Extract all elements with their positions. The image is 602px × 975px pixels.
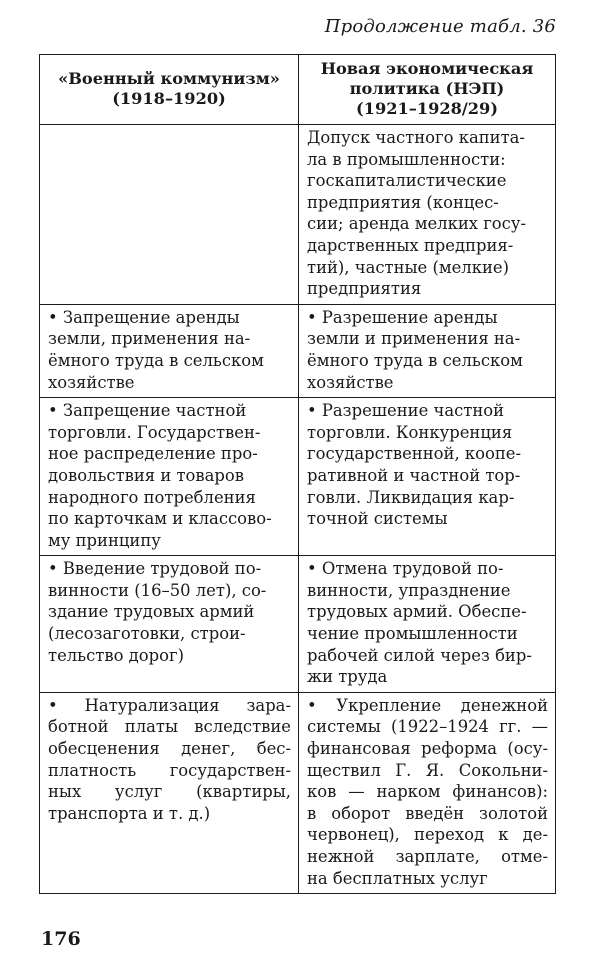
cell-nep xyxy=(299,556,556,693)
cell-text-line: финансовая реформа (осу- xyxy=(307,739,548,759)
cell-text-line: хозяйстве xyxy=(307,372,394,392)
header-line: (1918–1920) xyxy=(112,89,226,108)
cell-text-line: довольствия и товаров xyxy=(48,465,244,485)
cell-text-line: по карточкам и классово- xyxy=(48,509,272,529)
header-line: (1921–1928/29) xyxy=(356,99,498,118)
header-line: «Военный коммунизм» xyxy=(58,69,280,88)
cell-text-line: системы (1922–1924 гг. — xyxy=(307,717,548,737)
cell-text-line: государственной, коопе- xyxy=(307,444,522,464)
cell-text-line: • Разрешение частной xyxy=(307,401,505,421)
cell-text-line: народного потребления xyxy=(48,487,256,507)
cell-text-line: жи труда xyxy=(307,667,388,687)
cell-text-line: трудовых армий. Обеспе- xyxy=(307,602,527,622)
cell-text-line: • Разрешение аренды xyxy=(307,307,498,327)
cell-war-communism xyxy=(40,125,299,305)
header-line: политика (НЭП) xyxy=(349,79,505,98)
cell-text-line: торговли. Конкуренция xyxy=(307,422,513,442)
cell-text-line: ществил Г. Я. Сокольни- xyxy=(307,760,548,780)
table-header-row xyxy=(40,55,556,125)
cell-text-line: (лесозаготовки, строи- xyxy=(48,624,246,644)
cell-text-line: транспорта и т. д.) xyxy=(48,803,211,823)
cell-text-line: дарственных предприя- xyxy=(307,235,514,255)
cell-text-line: обесценения денег, бес- xyxy=(48,739,291,759)
header-line: Новая экономическая xyxy=(320,59,534,78)
cell-text-line: винности, упразднение xyxy=(307,580,511,600)
table-body xyxy=(40,125,556,894)
cell-text-line: платность государствен- xyxy=(48,760,291,780)
cell-text-line: • Введение трудовой по- xyxy=(48,559,262,579)
cell-war-communism xyxy=(40,304,299,397)
cell-text-line: чение промышленности xyxy=(307,624,518,644)
cell-text-line: ёмного труда в сельском xyxy=(307,350,523,370)
cell-text-line: ёмного труда в сельском xyxy=(48,350,264,370)
table-row xyxy=(40,556,556,693)
cell-nep xyxy=(299,398,556,556)
cell-text-line: • Натурализация зара- xyxy=(48,695,291,715)
cell-text-line: на бесплатных услуг xyxy=(307,868,488,888)
cell-war-communism xyxy=(40,692,299,893)
cell-text-line: червонец), переход к де- xyxy=(307,825,548,845)
cell-text-line: сии; аренда мелких госу- xyxy=(307,214,527,234)
cell-text-line: точной системы xyxy=(307,509,448,529)
table-continuation-label: Продолжение табл. 36 xyxy=(324,16,556,37)
column-header-war-communism xyxy=(40,55,299,125)
table-row xyxy=(40,692,556,893)
cell-text-line: Допуск частного капита- xyxy=(307,128,525,147)
cell-text-line: земли и применения на- xyxy=(307,329,521,349)
cell-text-line: нежной зарплате, отме- xyxy=(307,847,548,866)
cell-text-line: тельство дорог) xyxy=(48,645,184,665)
cell-text-line: ное распределение про- xyxy=(48,444,258,464)
comparison-table xyxy=(39,54,556,894)
cell-text-line: торговли. Государствен- xyxy=(48,422,261,442)
cell-war-communism xyxy=(40,556,299,693)
cell-text-line: земли, применения на- xyxy=(48,329,251,349)
table-row xyxy=(40,304,556,397)
cell-text-line: хозяйстве xyxy=(48,372,135,392)
cell-text-line: госкапиталистические xyxy=(307,171,507,191)
cell-text-line: му принципу xyxy=(48,530,161,550)
table-row xyxy=(40,398,556,556)
cell-text-line: • Укрепление денежной xyxy=(307,695,548,715)
cell-text-line: • Запрещение аренды xyxy=(48,307,240,327)
column-header-nep xyxy=(299,55,556,125)
cell-text-line: • Отмена трудовой по- xyxy=(307,559,504,579)
cell-text-line: ративной и частной тор- xyxy=(307,465,521,485)
cell-text-line: в оборот введён золотой xyxy=(307,803,548,823)
cell-text-line: тий), частные (мелкие) xyxy=(307,257,509,277)
cell-text-line: предприятия (концес- xyxy=(307,192,499,212)
cell-nep xyxy=(299,304,556,397)
cell-nep xyxy=(299,125,556,305)
cell-text-line: ков — нарком финансов): xyxy=(307,782,548,802)
cell-text-line: ла в промышленности: xyxy=(307,149,506,169)
cell-text-line: здание трудовых армий xyxy=(48,602,255,622)
cell-nep xyxy=(299,692,556,893)
cell-text-line: рабочей силой через бир- xyxy=(307,645,532,665)
table-row xyxy=(40,125,556,305)
page-number: 176 xyxy=(41,928,81,950)
cell-text-line: ботной платы вследствие xyxy=(48,717,291,737)
cell-text-line: • Запрещение частной xyxy=(48,401,247,421)
cell-war-communism xyxy=(40,398,299,556)
cell-text-line: ных услуг (квартиры, xyxy=(48,782,291,802)
cell-text-line: предприятия xyxy=(307,279,422,299)
cell-text-line: говли. Ликвидация кар- xyxy=(307,487,515,507)
cell-text-line: винности (16–50 лет), со- xyxy=(48,580,267,600)
